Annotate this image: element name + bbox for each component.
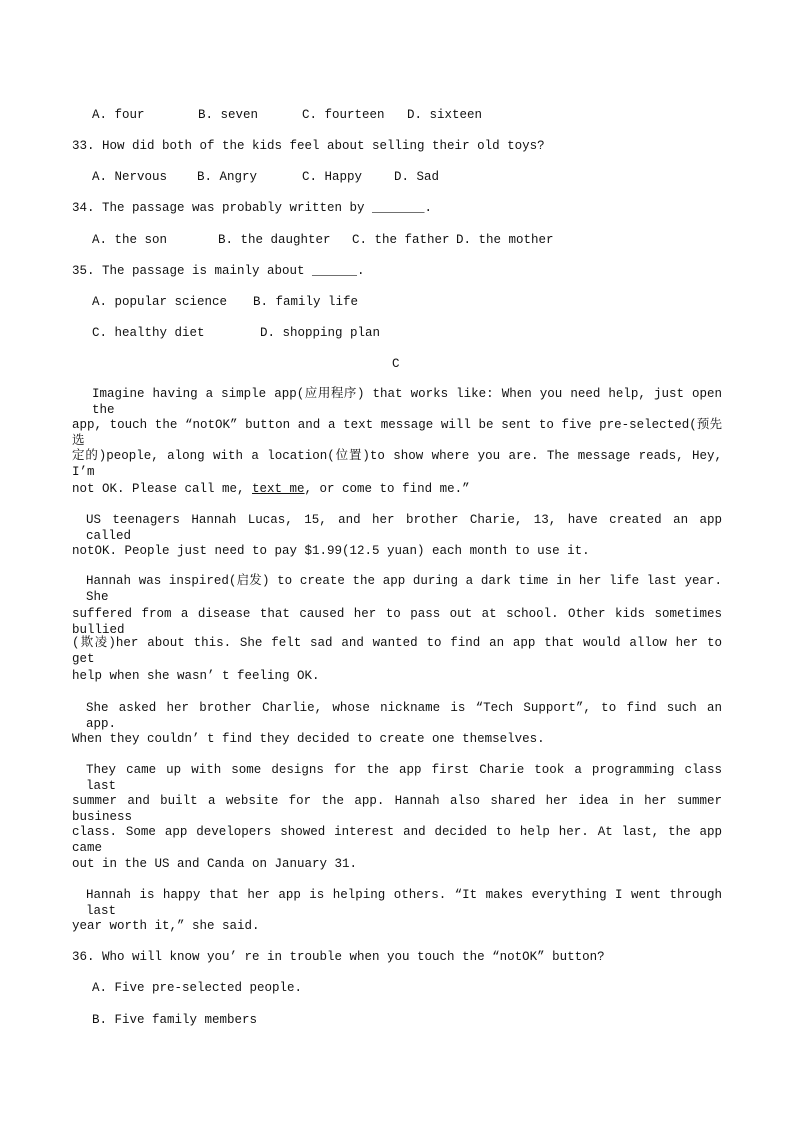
question-33: 33. How did both of the kids feel about selling their old toys? [72,139,545,153]
passage-line: Hannah was inspired(启发) to create the app during a dark time in her life last year. She [86,574,722,604]
passage-line: summer and built a website for the app. Hannah also shared her idea in her summer business [72,794,722,824]
text: not OK. Please call me, [72,482,253,496]
section-label: C [392,357,400,371]
passage-line: They came up with some designs for the app first Charie took a programming class last [86,763,722,793]
passage-line: She asked her brother Charlie, whose nickname is “Tech Support”, to find such an app. [86,701,722,731]
option: B. Five family members [92,1013,258,1027]
passage-line: US teenagers Hannah Lucas, 15, and her brother Charie, 13, have created an app called [86,513,722,543]
q35-options-row2 [92,325,742,341]
option: B. seven [198,108,259,122]
question-34: 34. The passage was probably written by _______. [72,201,433,215]
passage-line: out in the US and Canda on January 31. [72,857,358,871]
passage-line: Hannah is happy that her app is helping others. “It makes everything I went through last [86,888,722,918]
option: D. the mother [456,233,554,247]
passage-line [72,481,722,497]
passage-line: app, touch the “notOK” button and a text message will be sent to five pre-selected(预先选 [72,418,722,448]
q32-options [92,107,742,123]
option: A. popular science [92,295,228,309]
option: C. healthy diet [92,326,205,340]
text: , or come to find me.” [304,482,470,496]
passage-line: 定的)people, along with a location(位置)to show where you are. The message reads, Hey, I’m [72,449,722,479]
passage-line: (欺凌)her about this. She felt sad and wanted to find an app that would allow her to get [72,636,722,666]
q34-options [92,232,742,248]
q35-options-row1 [92,294,742,310]
passage-line: help when she wasn’ t feeling OK. [72,669,320,683]
passage-line: Imagine having a simple app(应用程序) that works like: When you need help, just open the [92,387,722,417]
option: C. the father [352,233,450,247]
option: A. the son [92,233,168,247]
passage-line: year worth it,” she said. [72,919,260,933]
option: A. four [92,108,145,122]
passage-line: class. Some app developers showed interest and decided to help her. At last, the app came [72,825,722,855]
question-36: 36. Who will know you’ re in trouble when you touch the “notOK” button? [72,950,605,964]
passage-line: suffered from a disease that caused her to pass out at school. Other kids sometimes bullied [72,607,722,637]
option: C. Happy [302,170,363,184]
option: D. sixteen [407,108,483,122]
underlined-text: text me [252,482,305,496]
option: D. shopping plan [260,326,381,340]
passage-line: When they couldn’ t find they decided to create one themselves. [72,732,545,746]
option: A. Nervous [92,170,168,184]
option: C. fourteen [302,108,385,122]
option: B. the daughter [218,233,331,247]
question-35: 35. The passage is mainly about ______. [72,264,365,278]
q33-options [92,169,742,185]
option: A. Five pre-selected people. [92,981,303,995]
option: B. Angry [197,170,258,184]
passage-line: notOK. People just need to pay $1.99(12.5 yuan) each month to use it. [72,544,590,558]
option: B. family life [253,295,359,309]
option: D. Sad [394,170,440,184]
